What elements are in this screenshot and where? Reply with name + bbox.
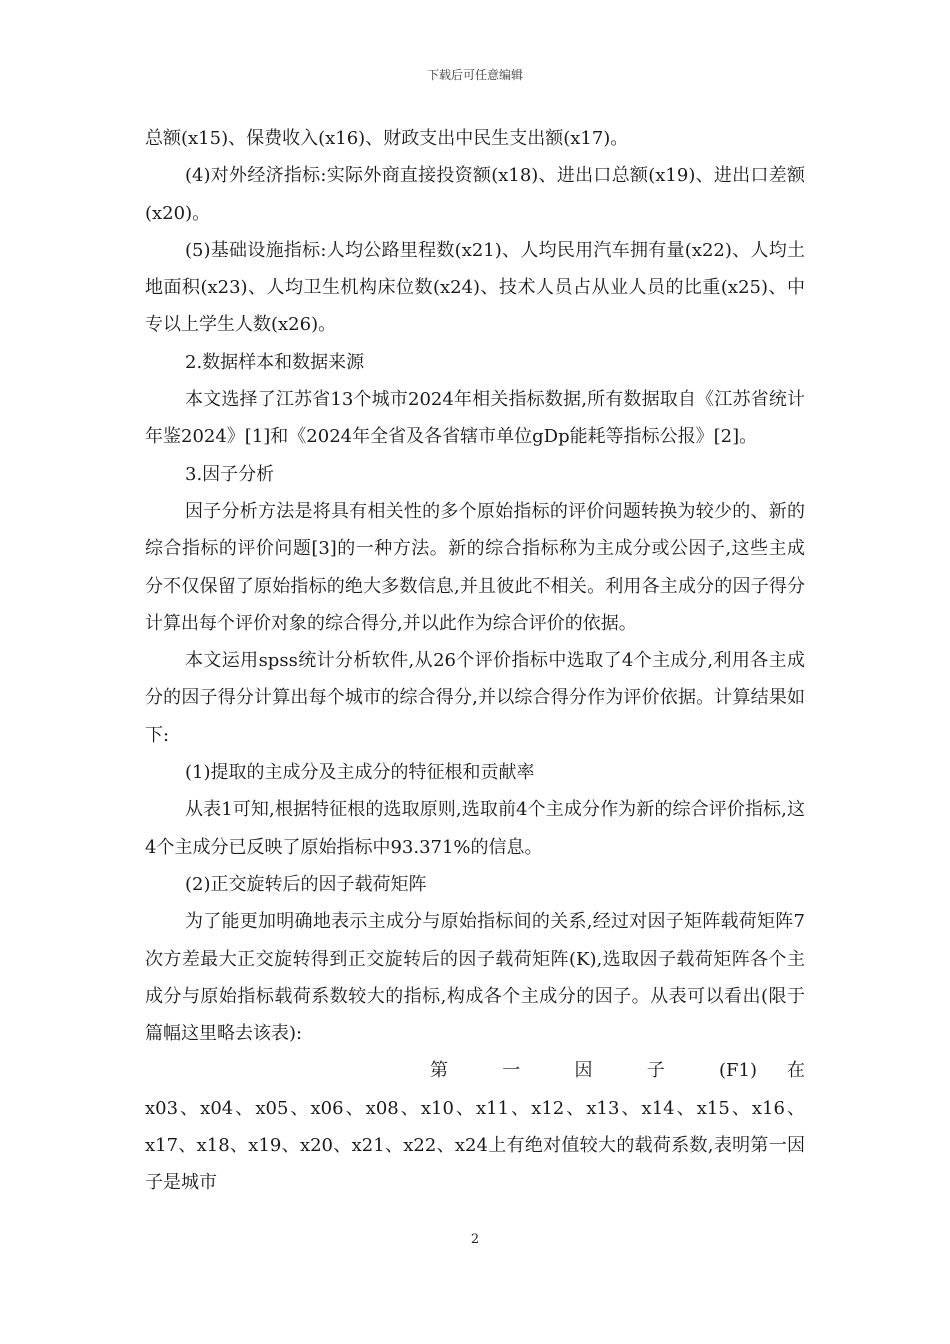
section-heading-2: 2.数据样本和数据来源 bbox=[185, 351, 365, 373]
paragraph-7: 因子分析方法是将具有相关性的多个原始指标的评价问题转换为较少的、新的综合指标的评价问题[3]的一种方法。新的综合指标称为主成分或公因子,这些主成分不仅保留了原始指标的绝大多数信息,并且彼此不相关。利用各主成分的因子得分计算出每个评价对象的综合得分,并以此作为综合评价的依据。 bbox=[145, 500, 805, 634]
page-header: 下载后可任意编辑 bbox=[426, 68, 523, 82]
subheading-1: (1)提取的主成分及主成分的特征根和贡献率 bbox=[185, 762, 535, 784]
section-heading-3: 3.因子分析 bbox=[185, 463, 275, 485]
subheading-2: (2)正交旋转后的因子载荷矩阵 bbox=[185, 873, 427, 895]
paragraph-8: 本文运用spss统计分析软件,从26个评价指标中选取了4个主成分,利用各主成分的因子得分计算出每个城市的综合得分,并以综合得分作为评价依据。计算结果如下: bbox=[145, 650, 805, 746]
paragraph-1: 总额(x15)、保费收入(x16)、财政支出中民生支出额(x17)。 bbox=[145, 128, 629, 149]
paragraph-2: (4)对外经济指标:实际外商直接投资额(x18)、进出口总额(x19)、进出口差额(x20)。 bbox=[145, 165, 805, 224]
paragraph-13-lead: 第 一 因 子 (F1) 在 bbox=[430, 1060, 805, 1082]
document-body bbox=[145, 120, 805, 1202]
paragraph-5: 本文选择了江苏省13个城市2024年相关指标数据,所有数据取自《江苏省统计年鉴2024》[1]和《2024年全省及各省辖市单位gDp能耗等指标公报》[2]。 bbox=[145, 389, 805, 448]
paragraph-13-body: x03、x04、x05、x06、x08、x10、x11、x12、x13、x14、x15、x16、x17、x18、x19、x20、x21、x22、x24上有绝对值较大的载荷系数,表明第一因子是城市 bbox=[145, 1097, 805, 1194]
page-number: 2 bbox=[470, 1232, 480, 1247]
paragraph-3: (5)基础设施指标:人均公路里程数(x21)、人均民用汽车拥有量(x22)、人均土地面积(x23)、人均卫生机构床位数(x24)、技术人员占从业人员的比重(x25)、中专以上学生人数(x26)。 bbox=[145, 239, 805, 336]
paragraph-12: 为了能更加明确地表示主成分与原始指标间的关系,经过对因子矩阵载荷矩阵7次方差最大正交旋转得到正交旋转后的因子载荷矩阵(K),选取因子载荷矩阵各个主成分与原始指标载荷系数较大的指标,构成各个主成分的因子。从表可以看出(限于篇幅这里略去该表): bbox=[145, 911, 805, 1045]
paragraph-10: 从表1可知,根据特征根的选取原则,选取前4个主成分作为新的综合评价指标,这4个主成分已反映了原始指标中93.371%的信息。 bbox=[145, 799, 805, 858]
